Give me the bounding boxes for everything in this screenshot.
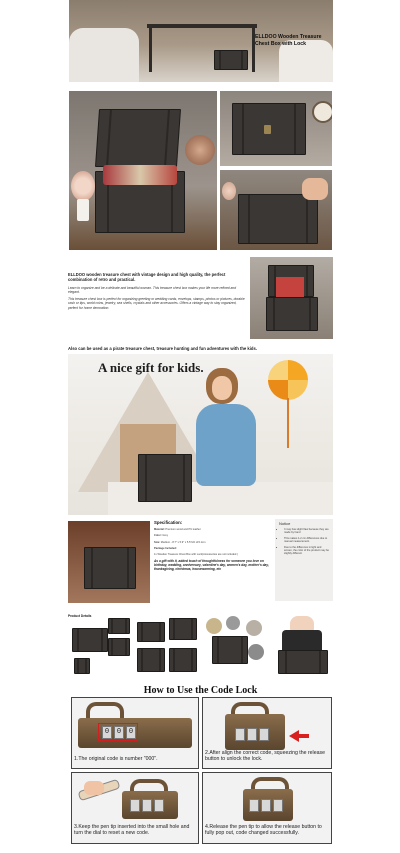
chest-lock-photo — [220, 91, 332, 166]
step-4-caption: 4.Release the pen tip to allow the release button to fully pop out, code changed successfully. — [205, 824, 322, 837]
kids-overlay: A nice gift for kids. — [98, 360, 204, 375]
step-3-caption: 3.Keep the pen tip inserted into the small hole and turn the dial to reset a new code. — [74, 824, 190, 837]
code-dials — [249, 799, 283, 812]
chest-hand-photo — [220, 170, 332, 250]
size-value: Medium - 8.7" x 5.9" x 5.5"/22 x15.1cm — [160, 540, 206, 544]
hand — [302, 178, 328, 200]
howto-step-1 — [71, 697, 199, 769]
description-para2: This treasure chest box is perfect for organizing greeting or wedding cards, envelops, stamps, photos or pictures, dorable cash or tips, world coins, jewelry, sea shells, crystals and other accessories. Offers a vintage way to stay organized, perfect for home decoration. — [68, 297, 245, 310]
howto-step-2 — [202, 697, 332, 769]
size-label: Size: — [154, 540, 161, 544]
clock — [312, 101, 332, 123]
howto-step-3 — [71, 772, 199, 844]
details-open-photo — [135, 614, 200, 676]
banner-chest — [214, 50, 248, 70]
chest-open-photo — [69, 91, 217, 250]
banner-title-line1: ELLDOO Wooden Treasure — [255, 34, 322, 40]
notice-item: • It may has slight flaw because they are made by hand — [284, 528, 330, 535]
notice-item: • This makes 1-2 cm differences due to manual measurement. — [284, 537, 330, 544]
arrow-left-icon — [289, 730, 299, 742]
banner-title — [255, 34, 325, 47]
details-chest-4 — [108, 638, 130, 656]
lock-icon — [264, 125, 271, 134]
kids-photo — [68, 354, 333, 515]
gift-text: As a gift with it, added touch of thoughtfulness for someone you love on birthday, wedding, anniversary, valentine's day, women's day, mother's day, thanksgiving, christmas, housewarming, etc — [154, 559, 269, 572]
description-para1: Learn to organize and be a delicate and beautiful woman. This treasure chest box makes your life more refined and elegant. — [68, 285, 237, 294]
spec-chest — [84, 547, 136, 589]
details-chest-1 — [72, 628, 108, 652]
package-value: 1x Wooden Treasure Chest Box with Lock(Accessories are not included ) — [154, 552, 238, 556]
details-chest-2 — [108, 618, 130, 634]
material-value: Premium wood and PU leather — [165, 528, 201, 531]
step-2-caption: 2.After align the correct code, squeezing the release button to unlock the lock. — [205, 750, 325, 763]
notice-list — [275, 528, 333, 556]
pinwheel — [268, 360, 308, 400]
open-chest-lid — [95, 109, 181, 167]
code-digit: 0 — [126, 726, 136, 739]
notice-item: • Due to the difference in light and screen, the color of the product may be slightly different — [284, 546, 330, 556]
banner-photo — [69, 0, 333, 82]
color-value: Grey — [162, 534, 168, 538]
shelf-table — [147, 24, 257, 28]
armchair — [69, 28, 139, 82]
code-digit: 0 — [102, 726, 112, 739]
description-heading: ELLDOO wooden treasure chest with vintage design and high quality, the perfect combination of retro and practical. — [68, 272, 226, 283]
notice-title: Notice — [279, 521, 291, 526]
details-coins-photo — [204, 614, 268, 676]
code-dials — [235, 728, 269, 741]
globe — [185, 135, 215, 165]
closed-chest-2 — [238, 194, 318, 244]
highlight-box — [98, 723, 138, 741]
material-label: Material: — [154, 528, 165, 531]
flower-vase — [71, 171, 95, 201]
spec-title: Specification: — [154, 520, 183, 525]
girl-dress — [196, 404, 256, 486]
details-panel — [68, 614, 132, 676]
step-1-caption: 1.The original code is number "000". — [74, 756, 158, 762]
color-label: Color: — [154, 534, 162, 538]
desk-chest-body — [266, 297, 318, 331]
spec-photo — [68, 521, 150, 603]
description-block — [68, 272, 246, 310]
code-digit: 0 — [114, 726, 124, 739]
notice-box — [275, 519, 333, 601]
howto-title: How to Use the Code Lock — [143, 685, 258, 696]
kids-chest — [138, 454, 192, 502]
details-hand-photo — [272, 614, 333, 676]
howto-step-4 — [202, 772, 332, 844]
chest-desk-photo — [250, 257, 333, 339]
package-label: Package Included: — [154, 547, 177, 551]
spec-block — [154, 520, 274, 571]
banner-title-line2: Chest Box with Lock — [255, 40, 307, 47]
kids-caption: Also can be used as a pirate treasure chest, treasure hunting and fun adventures with the kids. — [68, 346, 257, 351]
details-chest-3 — [74, 658, 90, 674]
chest-contents — [103, 165, 177, 185]
details-label: Product Details — [68, 614, 92, 618]
code-dials — [130, 799, 164, 812]
